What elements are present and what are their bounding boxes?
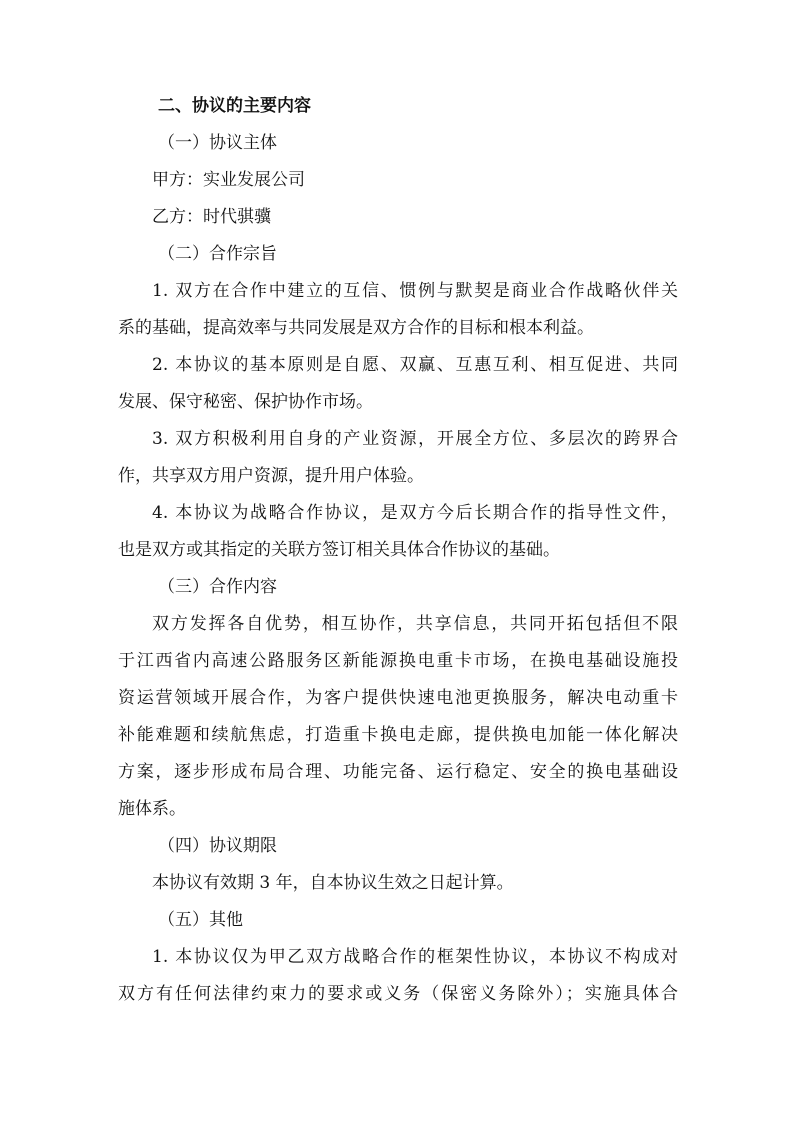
paragraph-line: 1. 双方在合作中建立的互信、惯例与默契是商业合作战略伙伴关 (152, 281, 678, 301)
paragraph-line: 施体系。 (118, 799, 186, 819)
paragraph-line: 发展、保守秘密、保护协作市场。 (118, 392, 373, 412)
paragraph-line: 也是双方或其指定的关联方签订相关具体合作协议的基础。 (118, 540, 560, 560)
paragraph-line: 3. 双方积极利用自身的产业资源，开展全方位、多层次的跨界合 (152, 429, 678, 449)
other-paragraph-1 (118, 939, 678, 1013)
paragraph-line: 作，共享双方用户资源，提升用户体验。 (118, 466, 424, 486)
subsection-title-term: （四）协议期限 (158, 836, 277, 856)
purpose-paragraph-1 (118, 273, 678, 347)
paragraph-line: 系的基础，提高效率与共同发展是双方合作的目标和根本利益。 (118, 318, 594, 338)
subsection-title-content: （三）合作内容 (158, 577, 277, 597)
party-b-line: 乙方：时代骐骥 (152, 207, 271, 227)
party-a-line: 甲方：实业发展公司 (152, 170, 305, 190)
subsection-title-purpose: （二）合作宗旨 (158, 244, 277, 264)
section-title: 二、协议的主要内容 (158, 96, 311, 116)
paragraph-line: 1. 本协议仅为甲乙双方战略合作的框架性协议，本协议不构成对 (152, 947, 678, 967)
paragraph-line: 2. 本协议的基本原则是自愿、双赢、互惠互利、相互促进、共同 (152, 355, 678, 375)
paragraph-line: 补能难题和续航焦虑，打造重卡换电走廊，提供换电加能一体化解决 (118, 725, 678, 745)
purpose-paragraph-3 (118, 421, 678, 495)
paragraph-line: 资运营领域开展合作，为客户提供快速电池更换服务，解决电动重卡 (118, 688, 678, 708)
paragraph-line: 双方有任何法律约束力的要求或义务（保密义务除外）；实施具体合 (118, 984, 678, 1004)
paragraph-line: 双方发挥各自优势，相互协作，共享信息，共同开拓包括但不限 (152, 614, 678, 634)
subsection-title-parties: （一）协议主体 (158, 133, 277, 153)
paragraph-line: 方案，逐步形成布局合理、功能完备、运行稳定、安全的换电基础设 (118, 762, 678, 782)
purpose-paragraph-4 (118, 495, 678, 569)
document-body (118, 88, 678, 1013)
paragraph-line: 于江西省内高速公路服务区新能源换电重卡市场，在换电基础设施投 (118, 651, 678, 671)
paragraph-line: 4. 本协议为战略合作协议，是双方今后长期合作的指导性文件， (152, 503, 678, 523)
content-paragraph (118, 606, 678, 828)
purpose-paragraph-2 (118, 347, 678, 421)
subsection-title-other: （五）其他 (158, 910, 243, 930)
term-paragraph: 本协议有效期 3 年，自本协议生效之日起计算。 (152, 873, 514, 893)
